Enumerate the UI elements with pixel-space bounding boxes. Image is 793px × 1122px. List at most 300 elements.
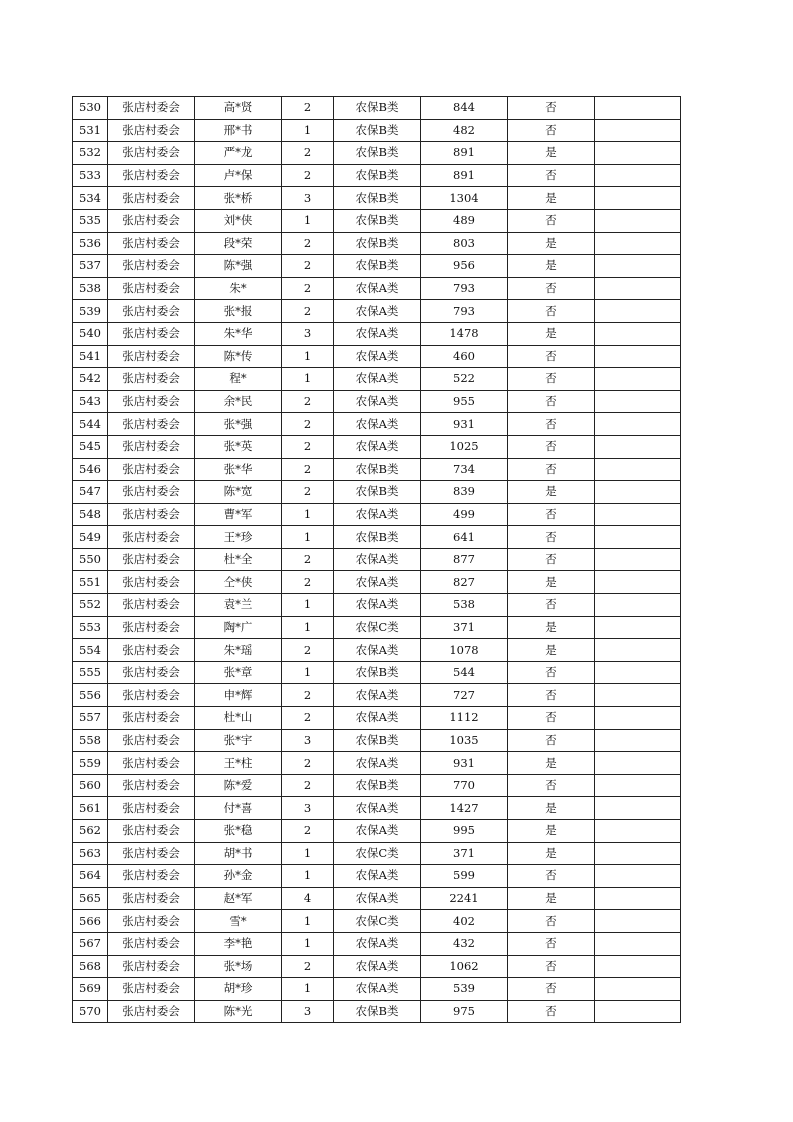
village-name-cell: 张店村委会 bbox=[108, 932, 195, 955]
person-name-cell: 胡*珍 bbox=[195, 978, 282, 1001]
person-name-cell: 张*场 bbox=[195, 955, 282, 978]
amount-cell: 538 bbox=[421, 594, 508, 617]
yes-no-flag-cell: 是 bbox=[508, 322, 595, 345]
household-count-cell: 1 bbox=[282, 503, 334, 526]
village-name-cell: 张店村委会 bbox=[108, 209, 195, 232]
village-name-cell: 张店村委会 bbox=[108, 548, 195, 571]
table-row bbox=[73, 209, 681, 232]
household-count-cell: 2 bbox=[282, 752, 334, 775]
household-count-cell: 3 bbox=[282, 729, 334, 752]
insurance-category-cell: 农保A类 bbox=[334, 707, 421, 730]
yes-no-flag-cell: 否 bbox=[508, 729, 595, 752]
household-count-cell: 2 bbox=[282, 277, 334, 300]
row-number-cell: 552 bbox=[73, 594, 108, 617]
remarks-cell bbox=[595, 232, 681, 255]
row-number-cell: 536 bbox=[73, 232, 108, 255]
household-count-cell: 1 bbox=[282, 910, 334, 933]
amount-cell: 891 bbox=[421, 164, 508, 187]
person-name-cell: 张*章 bbox=[195, 661, 282, 684]
table-row bbox=[73, 97, 681, 120]
village-name-cell: 张店村委会 bbox=[108, 526, 195, 549]
remarks-cell bbox=[595, 413, 681, 436]
yes-no-flag-cell: 否 bbox=[508, 684, 595, 707]
row-number-cell: 537 bbox=[73, 255, 108, 278]
insurance-category-cell: 农保B类 bbox=[334, 164, 421, 187]
row-number-cell: 551 bbox=[73, 571, 108, 594]
village-name-cell: 张店村委会 bbox=[108, 729, 195, 752]
household-count-cell: 3 bbox=[282, 797, 334, 820]
row-number-cell: 535 bbox=[73, 209, 108, 232]
amount-cell: 727 bbox=[421, 684, 508, 707]
village-name-cell: 张店村委会 bbox=[108, 797, 195, 820]
yes-no-flag-cell: 否 bbox=[508, 458, 595, 481]
row-number-cell: 561 bbox=[73, 797, 108, 820]
table-row bbox=[73, 661, 681, 684]
insurance-category-cell: 农保B类 bbox=[334, 255, 421, 278]
amount-cell: 1078 bbox=[421, 639, 508, 662]
table-row bbox=[73, 526, 681, 549]
yes-no-flag-cell: 是 bbox=[508, 142, 595, 165]
remarks-cell bbox=[595, 594, 681, 617]
insurance-category-cell: 农保B类 bbox=[334, 774, 421, 797]
person-name-cell: 张*报 bbox=[195, 300, 282, 323]
row-number-cell: 543 bbox=[73, 390, 108, 413]
row-number-cell: 559 bbox=[73, 752, 108, 775]
village-name-cell: 张店村委会 bbox=[108, 955, 195, 978]
yes-no-flag-cell: 是 bbox=[508, 820, 595, 843]
remarks-cell bbox=[595, 458, 681, 481]
insurance-category-cell: 农保A类 bbox=[334, 752, 421, 775]
household-count-cell: 2 bbox=[282, 774, 334, 797]
person-name-cell: 胡*书 bbox=[195, 842, 282, 865]
village-name-cell: 张店村委会 bbox=[108, 887, 195, 910]
village-name-cell: 张店村委会 bbox=[108, 142, 195, 165]
table-row bbox=[73, 322, 681, 345]
insurance-category-cell: 农保A类 bbox=[334, 887, 421, 910]
remarks-cell bbox=[595, 616, 681, 639]
table-row bbox=[73, 684, 681, 707]
insurance-category-cell: 农保B类 bbox=[334, 209, 421, 232]
table-row bbox=[73, 481, 681, 504]
amount-cell: 734 bbox=[421, 458, 508, 481]
insurance-category-cell: 农保C类 bbox=[334, 910, 421, 933]
row-number-cell: 570 bbox=[73, 1000, 108, 1023]
row-number-cell: 533 bbox=[73, 164, 108, 187]
village-name-cell: 张店村委会 bbox=[108, 458, 195, 481]
yes-no-flag-cell: 否 bbox=[508, 209, 595, 232]
person-name-cell: 陈*传 bbox=[195, 345, 282, 368]
remarks-cell bbox=[595, 820, 681, 843]
yes-no-flag-cell: 否 bbox=[508, 300, 595, 323]
insurance-category-cell: 农保C类 bbox=[334, 842, 421, 865]
village-name-cell: 张店村委会 bbox=[108, 300, 195, 323]
person-name-cell: 张*稳 bbox=[195, 820, 282, 843]
amount-cell: 482 bbox=[421, 119, 508, 142]
yes-no-flag-cell: 是 bbox=[508, 616, 595, 639]
table-row bbox=[73, 255, 681, 278]
village-name-cell: 张店村委会 bbox=[108, 684, 195, 707]
person-name-cell: 张*桥 bbox=[195, 187, 282, 210]
row-number-cell: 567 bbox=[73, 932, 108, 955]
table-row bbox=[73, 187, 681, 210]
table-row bbox=[73, 978, 681, 1001]
table-row bbox=[73, 435, 681, 458]
yes-no-flag-cell: 否 bbox=[508, 1000, 595, 1023]
yes-no-flag-cell: 否 bbox=[508, 932, 595, 955]
yes-no-flag-cell: 否 bbox=[508, 594, 595, 617]
amount-cell: 522 bbox=[421, 368, 508, 391]
table-row bbox=[73, 119, 681, 142]
row-number-cell: 546 bbox=[73, 458, 108, 481]
household-count-cell: 1 bbox=[282, 865, 334, 888]
row-number-cell: 550 bbox=[73, 548, 108, 571]
insurance-category-cell: 农保B类 bbox=[334, 481, 421, 504]
table-row bbox=[73, 571, 681, 594]
row-number-cell: 531 bbox=[73, 119, 108, 142]
village-name-cell: 张店村委会 bbox=[108, 503, 195, 526]
insurance-category-cell: 农保A类 bbox=[334, 571, 421, 594]
amount-cell: 931 bbox=[421, 752, 508, 775]
table-row bbox=[73, 548, 681, 571]
remarks-cell bbox=[595, 932, 681, 955]
table-row bbox=[73, 910, 681, 933]
remarks-cell bbox=[595, 729, 681, 752]
table-row bbox=[73, 729, 681, 752]
household-count-cell: 2 bbox=[282, 707, 334, 730]
insurance-category-cell: 农保A类 bbox=[334, 435, 421, 458]
person-name-cell: 王*珍 bbox=[195, 526, 282, 549]
amount-cell: 2241 bbox=[421, 887, 508, 910]
amount-cell: 544 bbox=[421, 661, 508, 684]
household-count-cell: 2 bbox=[282, 548, 334, 571]
household-count-cell: 2 bbox=[282, 164, 334, 187]
household-count-cell: 2 bbox=[282, 571, 334, 594]
yes-no-flag-cell: 否 bbox=[508, 955, 595, 978]
remarks-cell bbox=[595, 255, 681, 278]
remarks-cell bbox=[595, 322, 681, 345]
village-name-cell: 张店村委会 bbox=[108, 322, 195, 345]
insurance-category-cell: 农保A类 bbox=[334, 368, 421, 391]
household-count-cell: 2 bbox=[282, 684, 334, 707]
table-row bbox=[73, 752, 681, 775]
amount-cell: 793 bbox=[421, 300, 508, 323]
yes-no-flag-cell: 否 bbox=[508, 413, 595, 436]
person-name-cell: 程* bbox=[195, 368, 282, 391]
row-number-cell: 569 bbox=[73, 978, 108, 1001]
table-row bbox=[73, 616, 681, 639]
household-count-cell: 2 bbox=[282, 639, 334, 662]
household-count-cell: 2 bbox=[282, 458, 334, 481]
yes-no-flag-cell: 是 bbox=[508, 571, 595, 594]
yes-no-flag-cell: 是 bbox=[508, 797, 595, 820]
table-row bbox=[73, 955, 681, 978]
remarks-cell bbox=[595, 277, 681, 300]
village-name-cell: 张店村委会 bbox=[108, 594, 195, 617]
insurance-category-cell: 农保C类 bbox=[334, 616, 421, 639]
person-name-cell: 付*喜 bbox=[195, 797, 282, 820]
yes-no-flag-cell: 否 bbox=[508, 661, 595, 684]
household-count-cell: 2 bbox=[282, 255, 334, 278]
insurance-category-cell: 农保A类 bbox=[334, 322, 421, 345]
household-count-cell: 2 bbox=[282, 820, 334, 843]
person-name-cell: 王*柱 bbox=[195, 752, 282, 775]
household-count-cell: 1 bbox=[282, 978, 334, 1001]
yes-no-flag-cell: 是 bbox=[508, 232, 595, 255]
table-row bbox=[73, 458, 681, 481]
row-number-cell: 564 bbox=[73, 865, 108, 888]
yes-no-flag-cell: 是 bbox=[508, 887, 595, 910]
yes-no-flag-cell: 否 bbox=[508, 345, 595, 368]
table-row bbox=[73, 142, 681, 165]
row-number-cell: 545 bbox=[73, 435, 108, 458]
insurance-category-cell: 农保B类 bbox=[334, 458, 421, 481]
village-name-cell: 张店村委会 bbox=[108, 345, 195, 368]
yes-no-flag-cell: 是 bbox=[508, 752, 595, 775]
remarks-cell bbox=[595, 774, 681, 797]
remarks-cell bbox=[595, 571, 681, 594]
village-name-cell: 张店村委会 bbox=[108, 119, 195, 142]
insurance-category-cell: 农保A类 bbox=[334, 955, 421, 978]
amount-cell: 599 bbox=[421, 865, 508, 888]
amount-cell: 371 bbox=[421, 616, 508, 639]
yes-no-flag-cell: 是 bbox=[508, 481, 595, 504]
remarks-cell bbox=[595, 1000, 681, 1023]
amount-cell: 1112 bbox=[421, 707, 508, 730]
village-name-cell: 张店村委会 bbox=[108, 616, 195, 639]
table-row bbox=[73, 345, 681, 368]
person-name-cell: 曹*军 bbox=[195, 503, 282, 526]
remarks-cell bbox=[595, 164, 681, 187]
remarks-cell bbox=[595, 684, 681, 707]
row-number-cell: 566 bbox=[73, 910, 108, 933]
remarks-cell bbox=[595, 209, 681, 232]
person-name-cell: 陈*光 bbox=[195, 1000, 282, 1023]
village-name-cell: 张店村委会 bbox=[108, 820, 195, 843]
village-name-cell: 张店村委会 bbox=[108, 639, 195, 662]
amount-cell: 839 bbox=[421, 481, 508, 504]
row-number-cell: 534 bbox=[73, 187, 108, 210]
table-row bbox=[73, 390, 681, 413]
person-name-cell: 雪* bbox=[195, 910, 282, 933]
amount-cell: 1062 bbox=[421, 955, 508, 978]
row-number-cell: 556 bbox=[73, 684, 108, 707]
amount-cell: 931 bbox=[421, 413, 508, 436]
insurance-category-cell: 农保B类 bbox=[334, 142, 421, 165]
household-count-cell: 2 bbox=[282, 390, 334, 413]
insurance-category-cell: 农保A类 bbox=[334, 820, 421, 843]
yes-no-flag-cell: 是 bbox=[508, 842, 595, 865]
yes-no-flag-cell: 否 bbox=[508, 435, 595, 458]
amount-cell: 1304 bbox=[421, 187, 508, 210]
row-number-cell: 544 bbox=[73, 413, 108, 436]
remarks-cell bbox=[595, 910, 681, 933]
person-name-cell: 陈*强 bbox=[195, 255, 282, 278]
person-name-cell: 高*贤 bbox=[195, 97, 282, 120]
yes-no-flag-cell: 是 bbox=[508, 187, 595, 210]
table-row bbox=[73, 503, 681, 526]
remarks-cell bbox=[595, 481, 681, 504]
amount-cell: 877 bbox=[421, 548, 508, 571]
person-name-cell: 李*艳 bbox=[195, 932, 282, 955]
amount-cell: 499 bbox=[421, 503, 508, 526]
amount-cell: 432 bbox=[421, 932, 508, 955]
row-number-cell: 532 bbox=[73, 142, 108, 165]
village-name-cell: 张店村委会 bbox=[108, 413, 195, 436]
row-number-cell: 565 bbox=[73, 887, 108, 910]
household-count-cell: 3 bbox=[282, 322, 334, 345]
table-row bbox=[73, 639, 681, 662]
village-name-cell: 张店村委会 bbox=[108, 277, 195, 300]
row-number-cell: 555 bbox=[73, 661, 108, 684]
household-count-cell: 2 bbox=[282, 955, 334, 978]
village-name-cell: 张店村委会 bbox=[108, 435, 195, 458]
household-count-cell: 2 bbox=[282, 481, 334, 504]
insurance-category-cell: 农保B类 bbox=[334, 526, 421, 549]
person-name-cell: 杜*全 bbox=[195, 548, 282, 571]
household-count-cell: 1 bbox=[282, 661, 334, 684]
household-count-cell: 1 bbox=[282, 368, 334, 391]
insurance-category-cell: 农保A类 bbox=[334, 865, 421, 888]
village-name-cell: 张店村委会 bbox=[108, 842, 195, 865]
household-count-cell: 1 bbox=[282, 932, 334, 955]
yes-no-flag-cell: 否 bbox=[508, 390, 595, 413]
insurance-category-cell: 农保A类 bbox=[334, 594, 421, 617]
remarks-cell bbox=[595, 187, 681, 210]
person-name-cell: 卢*保 bbox=[195, 164, 282, 187]
household-count-cell: 3 bbox=[282, 1000, 334, 1023]
table-row bbox=[73, 413, 681, 436]
village-name-cell: 张店村委会 bbox=[108, 571, 195, 594]
amount-cell: 402 bbox=[421, 910, 508, 933]
remarks-cell bbox=[595, 842, 681, 865]
insurance-category-cell: 农保A类 bbox=[334, 413, 421, 436]
table-row bbox=[73, 277, 681, 300]
household-count-cell: 2 bbox=[282, 232, 334, 255]
yes-no-flag-cell: 否 bbox=[508, 97, 595, 120]
person-name-cell: 袁*兰 bbox=[195, 594, 282, 617]
person-name-cell: 仝*侠 bbox=[195, 571, 282, 594]
insurance-category-cell: 农保B类 bbox=[334, 97, 421, 120]
village-name-cell: 张店村委会 bbox=[108, 774, 195, 797]
person-name-cell: 杜*山 bbox=[195, 707, 282, 730]
table-row bbox=[73, 865, 681, 888]
remarks-cell bbox=[595, 142, 681, 165]
yes-no-flag-cell: 否 bbox=[508, 865, 595, 888]
household-count-cell: 1 bbox=[282, 616, 334, 639]
table-row bbox=[73, 797, 681, 820]
row-number-cell: 554 bbox=[73, 639, 108, 662]
insurance-category-cell: 农保A类 bbox=[334, 345, 421, 368]
yes-no-flag-cell: 否 bbox=[508, 368, 595, 391]
yes-no-flag-cell: 否 bbox=[508, 277, 595, 300]
household-count-cell: 2 bbox=[282, 413, 334, 436]
yes-no-flag-cell: 否 bbox=[508, 164, 595, 187]
village-name-cell: 张店村委会 bbox=[108, 1000, 195, 1023]
remarks-cell bbox=[595, 435, 681, 458]
amount-cell: 827 bbox=[421, 571, 508, 594]
person-name-cell: 段*荣 bbox=[195, 232, 282, 255]
amount-cell: 793 bbox=[421, 277, 508, 300]
person-name-cell: 赵*军 bbox=[195, 887, 282, 910]
village-name-cell: 张店村委会 bbox=[108, 707, 195, 730]
person-name-cell: 刘*侠 bbox=[195, 209, 282, 232]
person-name-cell: 陈*宽 bbox=[195, 481, 282, 504]
row-number-cell: 530 bbox=[73, 97, 108, 120]
remarks-cell bbox=[595, 707, 681, 730]
table-row bbox=[73, 774, 681, 797]
remarks-cell bbox=[595, 390, 681, 413]
row-number-cell: 553 bbox=[73, 616, 108, 639]
household-count-cell: 1 bbox=[282, 842, 334, 865]
amount-cell: 371 bbox=[421, 842, 508, 865]
person-name-cell: 张*英 bbox=[195, 435, 282, 458]
row-number-cell: 560 bbox=[73, 774, 108, 797]
row-number-cell: 568 bbox=[73, 955, 108, 978]
person-name-cell: 朱*华 bbox=[195, 322, 282, 345]
row-number-cell: 542 bbox=[73, 368, 108, 391]
yes-no-flag-cell: 否 bbox=[508, 707, 595, 730]
insurance-category-cell: 农保A类 bbox=[334, 300, 421, 323]
household-count-cell: 1 bbox=[282, 594, 334, 617]
yes-no-flag-cell: 否 bbox=[508, 503, 595, 526]
person-name-cell: 邢*书 bbox=[195, 119, 282, 142]
remarks-cell bbox=[595, 368, 681, 391]
row-number-cell: 563 bbox=[73, 842, 108, 865]
person-name-cell: 陶*广 bbox=[195, 616, 282, 639]
insurance-category-cell: 农保A类 bbox=[334, 797, 421, 820]
data-table bbox=[72, 96, 681, 1023]
amount-cell: 995 bbox=[421, 820, 508, 843]
amount-cell: 803 bbox=[421, 232, 508, 255]
amount-cell: 891 bbox=[421, 142, 508, 165]
insurance-category-cell: 农保A类 bbox=[334, 277, 421, 300]
household-count-cell: 1 bbox=[282, 345, 334, 368]
person-name-cell: 申*辉 bbox=[195, 684, 282, 707]
person-name-cell: 余*民 bbox=[195, 390, 282, 413]
amount-cell: 1035 bbox=[421, 729, 508, 752]
amount-cell: 770 bbox=[421, 774, 508, 797]
person-name-cell: 朱*瑶 bbox=[195, 639, 282, 662]
person-name-cell: 孙*金 bbox=[195, 865, 282, 888]
insurance-category-cell: 农保A类 bbox=[334, 503, 421, 526]
table-row bbox=[73, 887, 681, 910]
table-row bbox=[73, 368, 681, 391]
amount-cell: 1478 bbox=[421, 322, 508, 345]
insurance-category-cell: 农保B类 bbox=[334, 232, 421, 255]
remarks-cell bbox=[595, 526, 681, 549]
remarks-cell bbox=[595, 345, 681, 368]
remarks-cell bbox=[595, 119, 681, 142]
yes-no-flag-cell: 否 bbox=[508, 119, 595, 142]
table-row bbox=[73, 594, 681, 617]
remarks-cell bbox=[595, 548, 681, 571]
household-count-cell: 1 bbox=[282, 526, 334, 549]
remarks-cell bbox=[595, 639, 681, 662]
amount-cell: 460 bbox=[421, 345, 508, 368]
village-name-cell: 张店村委会 bbox=[108, 164, 195, 187]
row-number-cell: 547 bbox=[73, 481, 108, 504]
row-number-cell: 562 bbox=[73, 820, 108, 843]
amount-cell: 1025 bbox=[421, 435, 508, 458]
amount-cell: 955 bbox=[421, 390, 508, 413]
row-number-cell: 539 bbox=[73, 300, 108, 323]
remarks-cell bbox=[595, 300, 681, 323]
village-name-cell: 张店村委会 bbox=[108, 481, 195, 504]
insurance-category-cell: 农保B类 bbox=[334, 661, 421, 684]
amount-cell: 956 bbox=[421, 255, 508, 278]
household-count-cell: 2 bbox=[282, 97, 334, 120]
remarks-cell bbox=[595, 955, 681, 978]
